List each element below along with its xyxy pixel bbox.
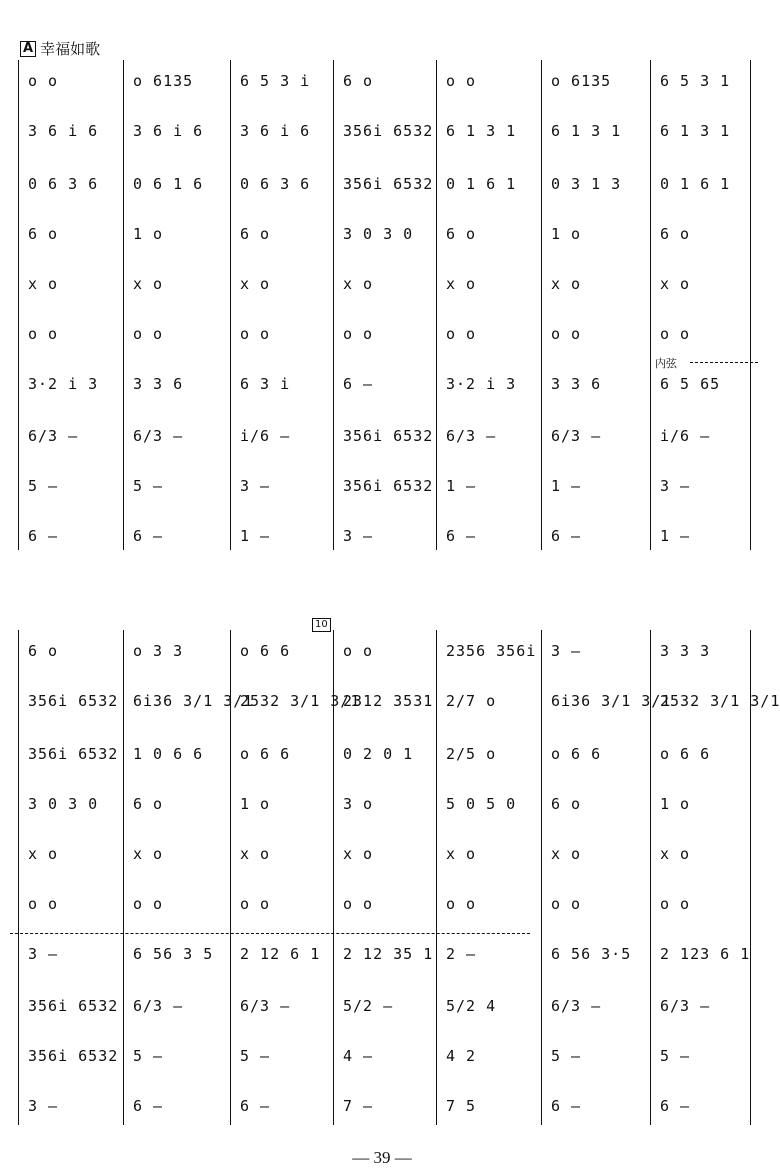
measure-cell: 2312 3531 bbox=[343, 692, 434, 710]
staff-row bbox=[18, 945, 750, 975]
measure-cell: 0 6 1 6 bbox=[133, 175, 204, 193]
measure-cell: 6 — bbox=[28, 527, 59, 545]
staff-row bbox=[18, 795, 750, 825]
measure-cell: 356i 6532 bbox=[28, 1047, 119, 1065]
staff-row bbox=[18, 745, 750, 775]
measure-cell: 6 5 65 bbox=[660, 375, 721, 393]
measure-cell: 0 2 0 1 bbox=[343, 745, 414, 763]
measure-cell: 3 3 6 bbox=[133, 375, 184, 393]
measure-cell: i/6 — bbox=[240, 427, 291, 445]
measure-cell: 2 123 6 1 bbox=[660, 945, 751, 963]
measure-cell: 3 — bbox=[28, 945, 59, 963]
measure-cell: o o bbox=[240, 325, 271, 343]
measure-cell: x o bbox=[551, 845, 582, 863]
measure-cell: 6/3 — bbox=[133, 427, 184, 445]
measure-cell: 3·2 i 3 bbox=[446, 375, 517, 393]
measure-cell: 3 — bbox=[551, 642, 582, 660]
measure-cell: 6 — bbox=[343, 375, 374, 393]
staff-row bbox=[18, 72, 750, 102]
measure-cell: 2 12 6 1 bbox=[240, 945, 321, 963]
measure-cell: 6 — bbox=[133, 1097, 164, 1115]
measure-cell: 7 5 bbox=[446, 1097, 477, 1115]
measure-cell: 6 56 3 5 bbox=[133, 945, 214, 963]
staff-row bbox=[18, 1047, 750, 1077]
measure-cell: 6/3 — bbox=[551, 997, 602, 1015]
measure-cell: 6 o bbox=[240, 225, 271, 243]
staff-row bbox=[18, 375, 750, 405]
staff-row bbox=[18, 527, 750, 557]
measure-cell: 2532 3/1 3/1 bbox=[240, 692, 361, 710]
measure-cell: 3 — bbox=[343, 527, 374, 545]
measure-cell: o o bbox=[660, 325, 691, 343]
measure-cell: 6/3 — bbox=[28, 427, 79, 445]
annotation-inner-string: 内弦 bbox=[655, 357, 677, 370]
measure-cell: 2532 3/1 3/1 bbox=[660, 692, 780, 710]
measure-cell: 6 1 3 1 bbox=[551, 122, 622, 140]
measure-cell: 3 — bbox=[240, 477, 271, 495]
measure-cell: 5 — bbox=[551, 1047, 582, 1065]
measure-cell: 3 6 i 6 bbox=[133, 122, 204, 140]
measure-cell: 356i 6532 bbox=[343, 122, 434, 140]
measure-cell: 6 1 3 1 bbox=[660, 122, 731, 140]
measure-cell: 6 — bbox=[240, 1097, 271, 1115]
measure-cell: o o bbox=[551, 895, 582, 913]
measure-cell: 356i 6532 bbox=[343, 477, 434, 495]
dashed-guide-line bbox=[690, 362, 758, 363]
measure-cell: 5 — bbox=[660, 1047, 691, 1065]
measure-cell: 3 o bbox=[343, 795, 374, 813]
measure-cell: x o bbox=[240, 845, 271, 863]
measure-cell: 6/3 — bbox=[133, 997, 184, 1015]
measure-cell: o o bbox=[343, 325, 374, 343]
measure-cell: x o bbox=[133, 845, 164, 863]
measure-cell: x o bbox=[28, 275, 59, 293]
measure-cell: 6 5 3 i bbox=[240, 72, 311, 90]
measure-cell: 7 — bbox=[343, 1097, 374, 1115]
measure-cell: 0 1 6 1 bbox=[446, 175, 517, 193]
measure-cell: 6 — bbox=[551, 527, 582, 545]
measure-cell: o o bbox=[133, 325, 164, 343]
measure-cell: x o bbox=[28, 845, 59, 863]
measure-cell: o o bbox=[551, 325, 582, 343]
measure-cell: 5/2 4 bbox=[446, 997, 497, 1015]
measure-cell: o o bbox=[343, 642, 374, 660]
staff-row bbox=[18, 477, 750, 507]
measure-cell: x o bbox=[446, 275, 477, 293]
measure-cell: 5 — bbox=[240, 1047, 271, 1065]
measure-cell: 5 — bbox=[133, 477, 164, 495]
measure-cell: o o bbox=[446, 895, 477, 913]
measure-cell: 3 0 3 0 bbox=[28, 795, 99, 813]
measure-cell: o o bbox=[660, 895, 691, 913]
measure-cell: 2356 356i bbox=[446, 642, 537, 660]
measure-cell: o o bbox=[28, 325, 59, 343]
measure-cell: 6 3 i bbox=[240, 375, 291, 393]
staff-row bbox=[18, 325, 750, 355]
measure-cell: 3 6 i 6 bbox=[240, 122, 311, 140]
measure-cell: 3 — bbox=[660, 477, 691, 495]
measure-cell: 3 3 3 bbox=[660, 642, 711, 660]
measure-cell: 3 3 6 bbox=[551, 375, 602, 393]
measure-cell: x o bbox=[133, 275, 164, 293]
measure-cell: 6 56 3·5 bbox=[551, 945, 632, 963]
measure-cell: x o bbox=[343, 845, 374, 863]
measure-cell: o o bbox=[446, 325, 477, 343]
measure-cell: 1 — bbox=[660, 527, 691, 545]
barline bbox=[750, 60, 751, 550]
measure-cell: 2/7 o bbox=[446, 692, 497, 710]
measure-cell: 1 — bbox=[240, 527, 271, 545]
measure-cell: x o bbox=[660, 275, 691, 293]
measure-cell: o o bbox=[28, 895, 59, 913]
measure-cell: x o bbox=[660, 845, 691, 863]
staff-row bbox=[18, 1097, 750, 1127]
measure-cell: 6 o bbox=[551, 795, 582, 813]
measure-cell: 6 o bbox=[660, 225, 691, 243]
staff-row bbox=[18, 845, 750, 875]
measure-cell: 5/2 — bbox=[343, 997, 394, 1015]
measure-cell: 6 o bbox=[133, 795, 164, 813]
staff-row bbox=[18, 427, 750, 457]
measure-cell: 1 o bbox=[240, 795, 271, 813]
measure-cell: 6 1 3 1 bbox=[446, 122, 517, 140]
rehearsal-number-10: 10 bbox=[312, 618, 331, 632]
measure-cell: o o bbox=[133, 895, 164, 913]
measure-cell: 4 2 bbox=[446, 1047, 477, 1065]
measure-cell: 6 — bbox=[446, 527, 477, 545]
measure-cell: 3 — bbox=[28, 1097, 59, 1115]
measure-cell: o o bbox=[343, 895, 374, 913]
measure-cell: 0 6 3 6 bbox=[240, 175, 311, 193]
measure-cell: 6 5 3 1 bbox=[660, 72, 731, 90]
measure-cell: 6 — bbox=[133, 527, 164, 545]
measure-cell: 6/3 — bbox=[446, 427, 497, 445]
measure-cell: o 6 6 bbox=[240, 745, 291, 763]
measure-cell: x o bbox=[446, 845, 477, 863]
staff-row bbox=[18, 642, 750, 672]
measure-cell: 356i 6532 bbox=[343, 175, 434, 193]
measure-cell: 1 o bbox=[551, 225, 582, 243]
measure-cell: o o bbox=[446, 72, 477, 90]
measure-cell: 0 6 3 6 bbox=[28, 175, 99, 193]
measure-cell: 356i 6532 bbox=[343, 427, 434, 445]
section-title bbox=[20, 38, 100, 59]
measure-cell: 2/5 o bbox=[446, 745, 497, 763]
measure-cell: 1 — bbox=[446, 477, 477, 495]
measure-cell: 1 — bbox=[551, 477, 582, 495]
measure-cell: o o bbox=[240, 895, 271, 913]
measure-cell: 6/3 — bbox=[551, 427, 602, 445]
measure-cell: 6 o bbox=[28, 225, 59, 243]
measure-cell: x o bbox=[240, 275, 271, 293]
rehearsal-mark-a: A bbox=[20, 41, 36, 57]
measure-cell: o 3 3 bbox=[133, 642, 184, 660]
measure-cell: 6 o bbox=[343, 72, 374, 90]
measure-cell: 0 3 1 3 bbox=[551, 175, 622, 193]
measure-cell: 2 12 35 1 bbox=[343, 945, 434, 963]
staff-row bbox=[18, 275, 750, 305]
measure-cell: 1 0 6 6 bbox=[133, 745, 204, 763]
measure-cell: 1 o bbox=[660, 795, 691, 813]
measure-cell: x o bbox=[551, 275, 582, 293]
measure-cell: 2 — bbox=[446, 945, 477, 963]
measure-cell: o 6 6 bbox=[240, 642, 291, 660]
dashed-guide-line bbox=[10, 933, 530, 934]
score-system-2 bbox=[18, 630, 780, 1125]
measure-cell: 6i36 3/1 3/1 bbox=[133, 692, 254, 710]
staff-row bbox=[18, 692, 780, 722]
measure-cell: o 6135 bbox=[133, 72, 194, 90]
measure-cell: 3 0 3 0 bbox=[343, 225, 414, 243]
measure-cell: 3 6 i 6 bbox=[28, 122, 99, 140]
measure-cell: i/6 — bbox=[660, 427, 711, 445]
measure-cell: 6i36 3/1 3/1 bbox=[551, 692, 672, 710]
measure-cell: x o bbox=[343, 275, 374, 293]
score-system-1 bbox=[18, 60, 750, 550]
measure-cell: 356i 6532 bbox=[28, 745, 119, 763]
measure-cell: 6 — bbox=[551, 1097, 582, 1115]
measure-cell: 3·2 i 3 bbox=[28, 375, 99, 393]
piece-title: 幸福如歌 bbox=[40, 40, 101, 58]
measure-cell: 5 0 5 0 bbox=[446, 795, 517, 813]
measure-cell: 4 — bbox=[343, 1047, 374, 1065]
measure-cell: 6 o bbox=[28, 642, 59, 660]
measure-cell: 6 o bbox=[446, 225, 477, 243]
staff-row bbox=[18, 175, 750, 205]
measure-cell: 0 1 6 1 bbox=[660, 175, 731, 193]
measure-cell: 356i 6532 bbox=[28, 692, 119, 710]
measure-cell: o 6135 bbox=[551, 72, 612, 90]
measure-cell: o 6 6 bbox=[551, 745, 602, 763]
measure-cell: 6/3 — bbox=[660, 997, 711, 1015]
measure-cell: o 6 6 bbox=[660, 745, 711, 763]
staff-row bbox=[18, 895, 750, 925]
staff-row bbox=[18, 997, 750, 1027]
measure-cell: 6/3 — bbox=[240, 997, 291, 1015]
measure-cell: 356i 6532 bbox=[28, 997, 119, 1015]
staff-row bbox=[18, 225, 750, 255]
measure-cell: 6 — bbox=[660, 1097, 691, 1115]
measure-cell: 1 o bbox=[133, 225, 164, 243]
measure-cell: 5 — bbox=[28, 477, 59, 495]
measure-cell: 5 — bbox=[133, 1047, 164, 1065]
staff-row bbox=[18, 122, 750, 152]
measure-cell: o o bbox=[28, 72, 59, 90]
page-number: — 39 — bbox=[352, 1148, 412, 1167]
